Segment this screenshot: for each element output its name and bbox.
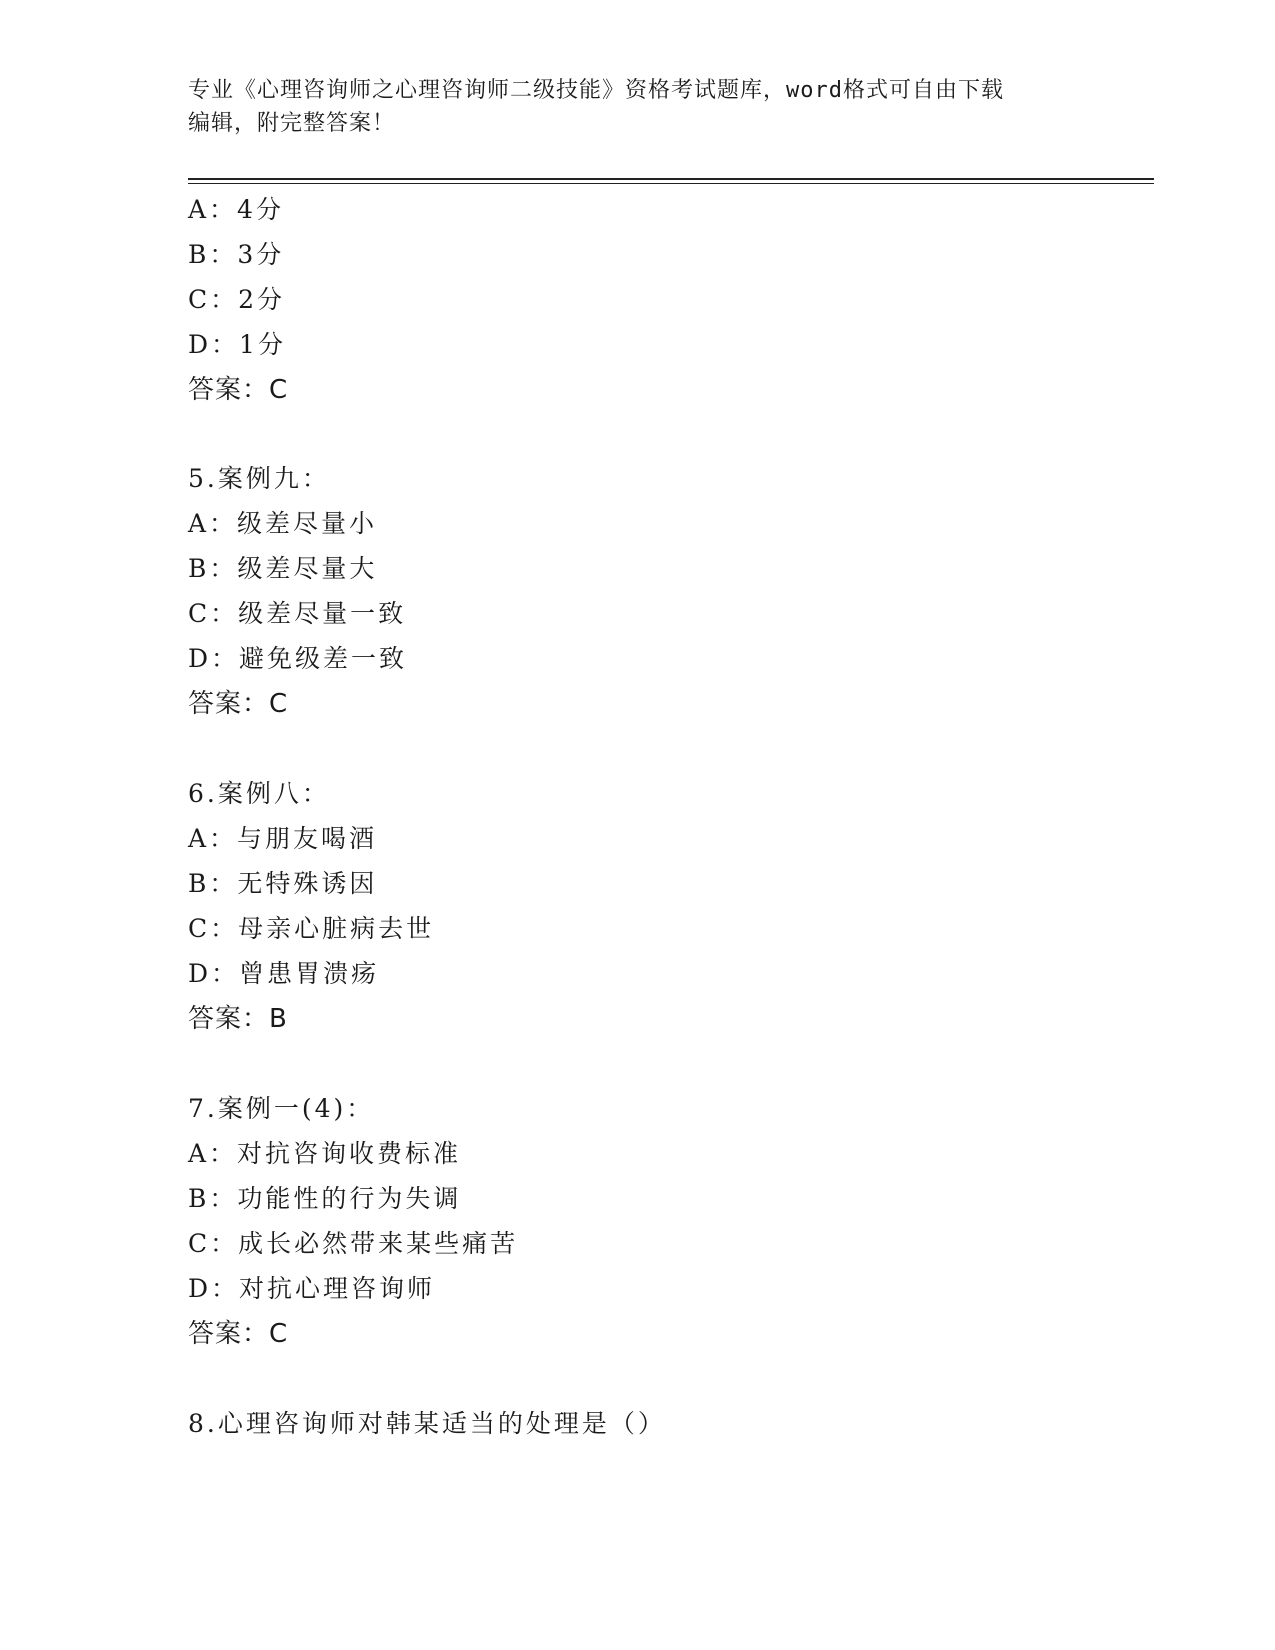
q6-title: 6.案例八： — [188, 779, 330, 808]
q6-option-b: B：无特殊诱因 — [188, 869, 378, 898]
q4-option-b: B：3分 — [188, 240, 285, 269]
header-rule-thin — [188, 183, 1154, 184]
q4-option-a: A：4分 — [188, 195, 284, 224]
header-rule-thick — [188, 178, 1154, 180]
q5-title: 5.案例九： — [188, 464, 330, 493]
q8-title: 8.心理咨询师对韩某适当的处理是（） — [188, 1409, 666, 1438]
q7-option-c: C：成长必然带来某些痛苦 — [188, 1229, 519, 1258]
q4-option-d: D：1分 — [188, 330, 286, 359]
q4-answer: 答案：C — [188, 375, 289, 405]
header-line-1: 专业《心理咨询师之心理咨询师二级技能》资格考试题库，word格式可自由下载 — [188, 78, 1004, 103]
q6-option-c: C：母亲心脏病去世 — [188, 914, 435, 943]
q7-answer: 答案：C — [188, 1319, 289, 1349]
document-header — [188, 74, 1088, 140]
q4-option-c: C：2分 — [188, 285, 286, 314]
q5-option-c: C：级差尽量一致 — [188, 599, 407, 628]
q7-option-b: B：功能性的行为失调 — [188, 1184, 462, 1213]
q5-option-b: B：级差尽量大 — [188, 554, 378, 583]
q6-option-d: D：曾患胃溃疡 — [188, 959, 380, 988]
q7-title: 7.案例一(4)： — [188, 1094, 375, 1123]
q7-option-d: D：对抗心理咨询师 — [188, 1274, 436, 1303]
q5-option-a: A：级差尽量小 — [188, 509, 378, 538]
q7-option-a: A：对抗咨询收费标准 — [188, 1139, 462, 1168]
q5-answer: 答案：C — [188, 689, 289, 719]
header-line-2: 编辑，附完整答案！ — [188, 111, 396, 136]
q6-option-a: A：与朋友喝酒 — [188, 824, 378, 853]
q5-option-d: D：避免级差一致 — [188, 644, 408, 673]
q6-answer: 答案：B — [188, 1004, 288, 1034]
